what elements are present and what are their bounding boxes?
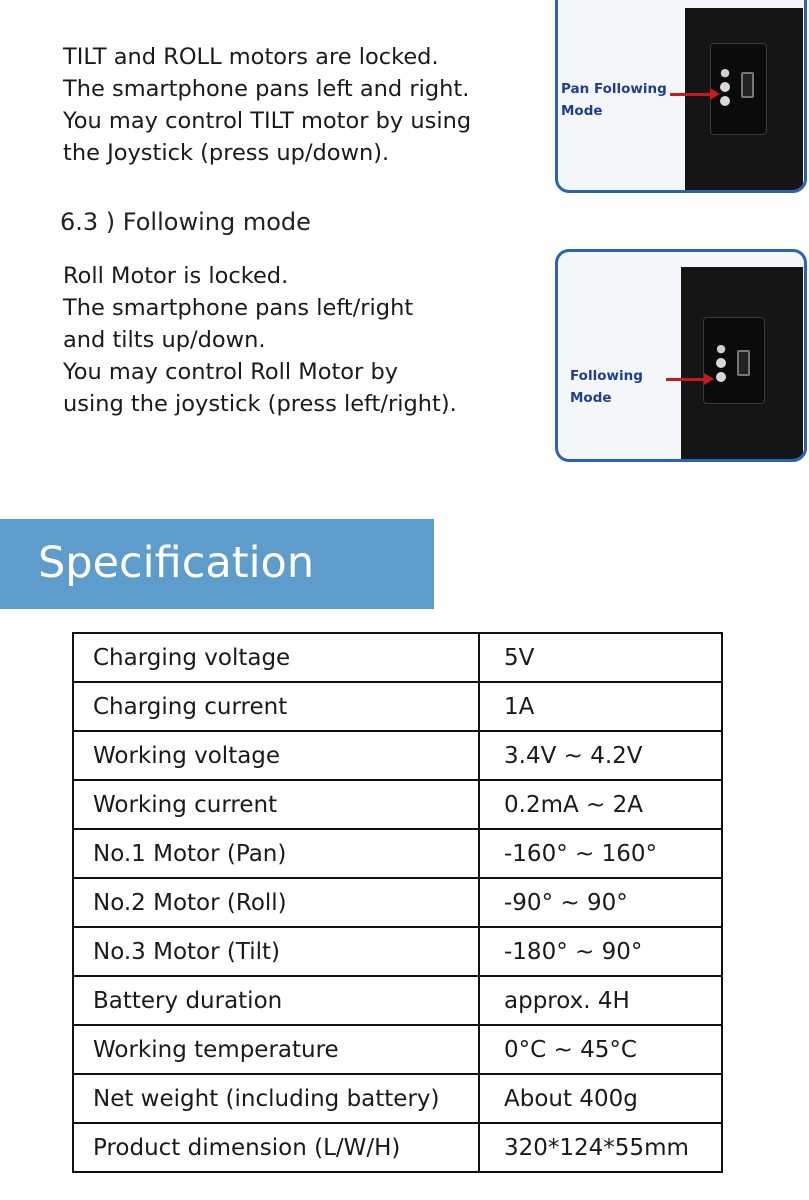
spec-value: -90° ~ 90° (479, 878, 722, 927)
table-row (73, 1025, 722, 1074)
spec-label: Charging voltage (73, 633, 479, 682)
table-row (73, 1074, 722, 1123)
callout-line: Following (570, 368, 643, 384)
red-arrow-icon (666, 378, 706, 381)
spec-value: 320*124*55mm (479, 1123, 722, 1172)
pan-mode-description (63, 41, 471, 169)
following-mode-description (63, 260, 457, 420)
table-row (73, 682, 722, 731)
table-row (73, 633, 722, 682)
mode-switch-icon (737, 350, 750, 376)
specification-banner (0, 519, 434, 609)
spec-label: No.1 Motor (Pan) (73, 829, 479, 878)
section-heading: 6.3 ) Following mode (60, 208, 311, 236)
spec-value: 3.4V ~ 4.2V (479, 731, 722, 780)
red-arrow-head-icon (704, 373, 714, 385)
spec-value: -160° ~ 160° (479, 829, 722, 878)
pan-mode-line: the Joystick (press up/down). (63, 140, 390, 166)
table-row (73, 731, 722, 780)
mode-dot-icon (716, 358, 726, 368)
mode-dot-icon (720, 96, 730, 106)
spec-label: Charging current (73, 682, 479, 731)
spec-label: Battery duration (73, 976, 479, 1025)
spec-value: 1A (479, 682, 722, 731)
pan-following-mode-photo (555, 0, 807, 193)
following-mode-line: The smartphone pans left/right (63, 295, 414, 321)
spec-label: Net weight (including battery) (73, 1074, 479, 1123)
mode-dot-icon (716, 372, 726, 382)
table-row (73, 780, 722, 829)
pan-mode-line: TILT and ROLL motors are locked. (63, 44, 439, 70)
spec-label: No.2 Motor (Roll) (73, 878, 479, 927)
pan-mode-line: You may control TILT motor by using (63, 108, 472, 134)
table-row (73, 1123, 722, 1172)
callout-line: Pan Following (561, 81, 667, 97)
spec-label: Working voltage (73, 731, 479, 780)
following-mode-line: Roll Motor is locked. (63, 263, 289, 289)
spec-value: 0.2mA ~ 2A (479, 780, 722, 829)
specification-title: Specification (38, 538, 315, 588)
lock-icon: ● (716, 342, 726, 355)
callout-line: Mode (570, 390, 612, 406)
mode-switch-icon (741, 72, 754, 98)
spec-value: 5V (479, 633, 722, 682)
following-mode-line: and tilts up/down. (63, 327, 266, 353)
pan-mode-line: The smartphone pans left and right. (63, 76, 470, 102)
spec-label: No.3 Motor (Tilt) (73, 927, 479, 976)
spec-value: About 400g (479, 1074, 722, 1123)
table-row (73, 878, 722, 927)
following-mode-photo (555, 249, 807, 462)
following-callout (570, 365, 643, 409)
spec-value: -180° ~ 90° (479, 927, 722, 976)
following-mode-line: You may control Roll Motor by (63, 359, 399, 385)
spec-label: Working temperature (73, 1025, 479, 1074)
spec-value: 0°C ~ 45°C (479, 1025, 722, 1074)
table-row (73, 829, 722, 878)
lock-icon: ● (720, 66, 730, 79)
spec-label: Working current (73, 780, 479, 829)
specification-table (72, 632, 723, 1173)
callout-line: Mode (561, 103, 603, 119)
mode-dot-icon (720, 82, 730, 92)
spec-label: Product dimension (L/W/H) (73, 1123, 479, 1172)
pan-following-callout (561, 78, 667, 122)
mode-switch-panel (703, 317, 765, 404)
following-mode-line: using the joystick (press left/right). (63, 391, 457, 417)
table-row (73, 976, 722, 1025)
spec-value: approx. 4H (479, 976, 722, 1025)
red-arrow-head-icon (710, 88, 720, 100)
red-arrow-icon (670, 93, 712, 96)
table-row (73, 927, 722, 976)
